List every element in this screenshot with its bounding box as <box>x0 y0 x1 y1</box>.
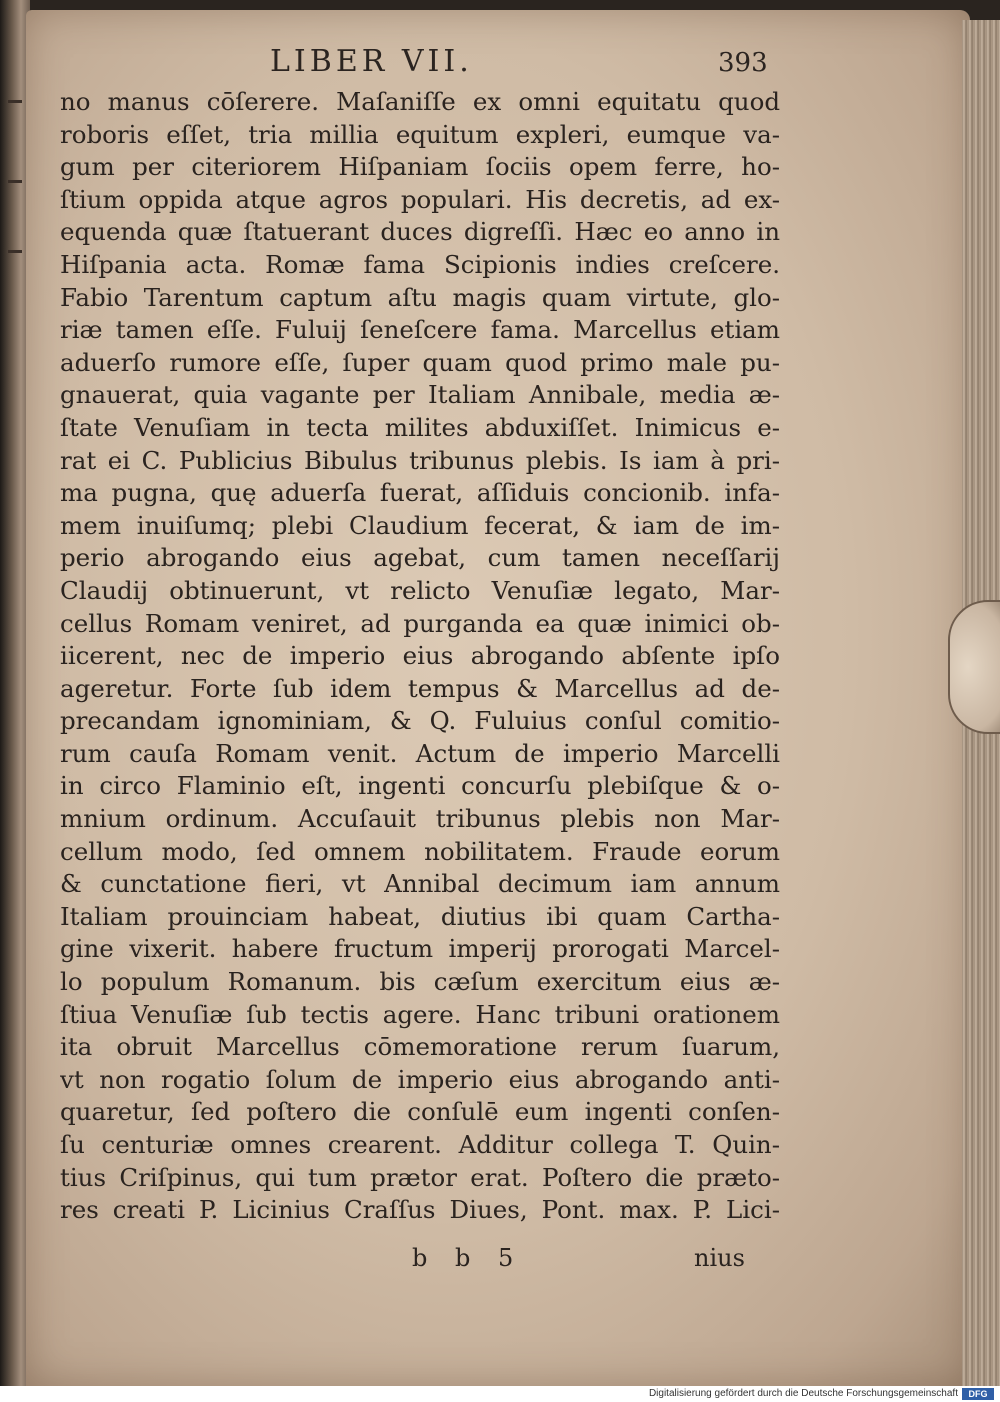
text-line: precandam ignominiam, & Q. Fuluius conſul comitio- <box>60 706 780 736</box>
text-line: Italiam prouinciam habeat, diutius ibi quam Cartha- <box>60 901 780 931</box>
text-line: in circo Flaminio eſt, ingenti concurſu plebiſque & o- <box>60 771 780 801</box>
text-line: mnium ordinum. Accuſauit tribunus plebis non Mar- <box>60 804 780 834</box>
text-line: gum per citeriorem Hiſpaniam ſociis opem ferre, ho- <box>60 152 780 182</box>
text-line: gine vixerit. habere fructum imperij prorogati Marcel- <box>60 934 780 964</box>
text-line: Hiſpania acta. Romæ fama Scipionis indies creſcere. <box>60 249 780 279</box>
catchword: nius <box>694 1244 745 1272</box>
digitization-credit <box>0 1386 1000 1402</box>
text-line: ita obruit Marcellus cōmemoratione rerum ſuarum, <box>60 1032 780 1062</box>
text-line: perio abrogando eius agebat, cum tamen neceſſarij <box>60 543 780 573</box>
text-line: equenda quæ ſtatuerant duces digreſſi. Hæc eo anno in <box>60 217 780 247</box>
text-line: mem inuiſumq; plebi Claudium fecerat, & iam de im- <box>60 510 780 540</box>
text-line: aduerſo rumore eſſe, ſuper quam quod primo male pu- <box>60 347 780 377</box>
credit-text: Digitalisierung gefördert durch die Deutsche Forschungsgemeinschaft <box>648 1388 958 1399</box>
text-line: rum cauſa Romam venit. Actum de imperio Marcelli <box>60 738 780 768</box>
body-text <box>60 86 780 1227</box>
page-header <box>0 42 1000 82</box>
text-line: Fabio Tarentum captum aſtu magis quam virtute, glo- <box>60 282 780 312</box>
text-line: cellum modo, ſed omnem nobilitatem. Fraude eorum <box>60 836 780 866</box>
text-line: ſtate Venuſiam in tecta milites abduxiſſet. Inimicus e- <box>60 412 780 442</box>
signature-mark: b b 5 <box>412 1244 524 1272</box>
text-line: ſu centuriæ omnes crearent. Additur collega T. Quin- <box>60 1130 780 1159</box>
text-line: riæ tamen eſſe. Fuluij ſeneſcere fama. Marcellus etiam <box>60 315 780 345</box>
page-tab <box>948 600 1000 734</box>
page-number: 393 <box>718 48 768 78</box>
margin-mark <box>8 180 22 183</box>
text-line: lo populum Romanum. bis cæſum exercitum eius æ- <box>60 967 780 997</box>
text-line: vt non rogatio ſolum de imperio eius abrogando anti- <box>60 1064 780 1094</box>
text-line: ma pugna, quę aduerſa fuerat, aſſiduis concionib. infa- <box>60 478 780 508</box>
text-line: gnauerat, quia vagante per Italiam Annibale, media æ- <box>60 380 780 410</box>
text-line: ſtium oppida atque agros populari. His decretis, ad ex- <box>60 184 780 214</box>
text-line: ſtiua Venuſiæ ſub tectis agere. Hanc tribuni orationem <box>60 999 780 1029</box>
margin-mark <box>8 250 22 253</box>
text-line: iicerent, nec de imperio eius abrogando abſente ipſo <box>60 641 780 671</box>
text-line: & cunctatione fieri, vt Annibal decimum iam annum <box>60 869 780 899</box>
text-line: Claudij obtinuerunt, vt relicto Venuſiæ legato, Mar- <box>60 575 780 605</box>
text-line: no manus cōſerere. Maſaniſſe ex omni equitatu quod <box>60 87 780 116</box>
text-line: cellus Romam veniret, ad purganda ea quæ inimici ob- <box>60 608 780 638</box>
margin-mark <box>8 100 22 103</box>
dfg-logo: DFG <box>962 1388 994 1400</box>
text-line: quaretur, ſed poſtero die conſulē eum ingenti conſen- <box>60 1097 780 1127</box>
running-title: LIBER VII. <box>270 44 473 79</box>
text-line: rat ei C. Publicius Bibulus tribunus plebis. Is iam à pri- <box>60 445 780 475</box>
text-line: tius Criſpinus, qui tum prætor erat. Poſtero die præto- <box>60 1162 780 1192</box>
text-line: res creati P. Licinius Craſſus Diues, Pont. max. P. Lici- <box>60 1195 780 1225</box>
text-line: roboris eſſet, tria millia equitum expleri, eumque va- <box>60 119 780 149</box>
page-footer <box>0 1244 1000 1278</box>
text-line: ageretur. Forte ſub idem tempus & Marcellus ad de- <box>60 673 780 703</box>
